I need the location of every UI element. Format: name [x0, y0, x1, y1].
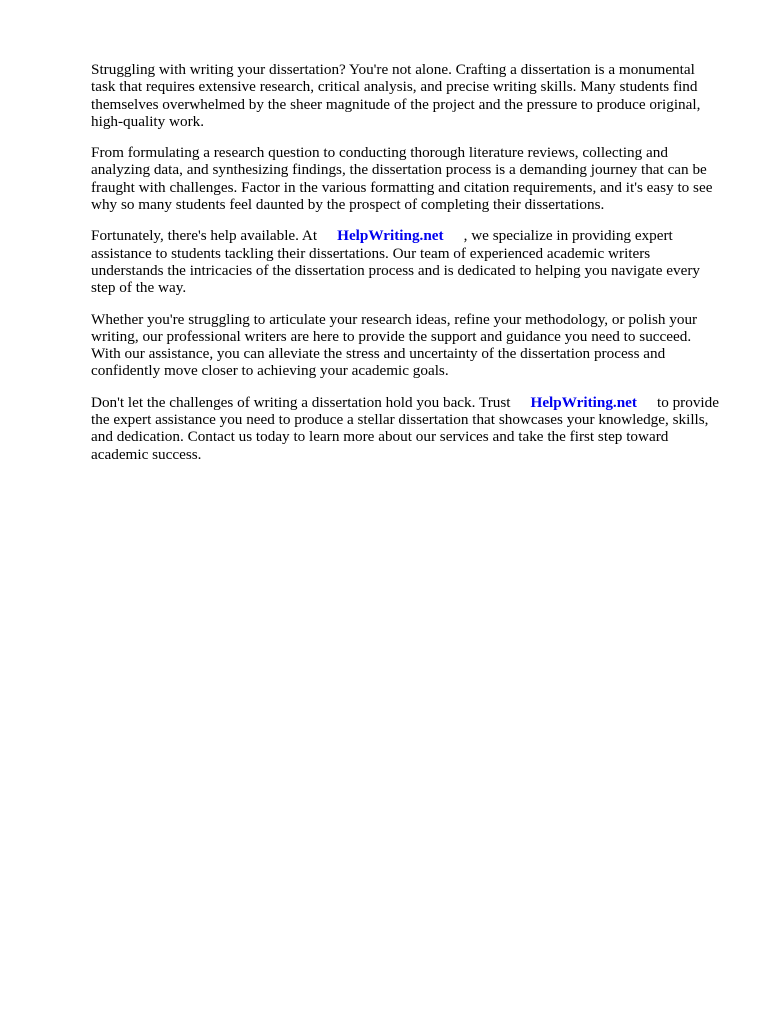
helpwriting-link-closing[interactable]: HelpWriting.net — [530, 393, 637, 411]
paragraph-help-lead-text: Fortunately, there's help available. At — [91, 227, 318, 245]
paragraph-closing-lead-text: Don't let the challenges of writing a dissertation hold you back. Trust — [91, 393, 511, 411]
paragraph-closing — [91, 394, 723, 463]
document-body — [91, 61, 723, 477]
paragraph-closing-trail-text: to provide the expert assistance you need to produce a stellar dissertation that showcases your knowledge, skills, and dedication. Contact us today to learn more about our services and take the first step toward academic success. — [91, 393, 719, 463]
paragraph-support: Whether you're struggling to articulate your research ideas, refine your methodology, or polish your writing, our professional writers are here to provide the support and guidance you need to succeed. With our assistance, you can alleviate the stress and uncertainty of the dissertation process and confidently move closer to achieving your academic goals. — [91, 310, 698, 380]
helpwriting-link[interactable]: HelpWriting.net — [337, 227, 444, 245]
paragraph-help — [91, 227, 723, 296]
paragraph-intro: Struggling with writing your dissertation? You're not alone. Crafting a dissertation is a monumental task that requires extensive research, critical analysis, and precise writing skills. Many students find themselves overwhelmed by the sheer magnitude of the project and the pressure to produce original, high-quality work. — [91, 61, 701, 130]
paragraph-help-trail-text: , we specialize in providing expert assistance to students tackling their dissertations. Our team of experienced academic writers understands the intricacies of the dissertation process and is dedicated to helping you navigate every step of the way. — [91, 227, 700, 297]
paragraph-process: From formulating a research question to conducting thorough literature reviews, collecting and analyzing data, and synthesizing findings, the dissertation process is a demanding journey that can be fraught with challenges. Factor in the various formatting and citation requirements, and it's easy to see why so many students feel daunted by the prospect of completing their dissertations. — [91, 144, 713, 214]
